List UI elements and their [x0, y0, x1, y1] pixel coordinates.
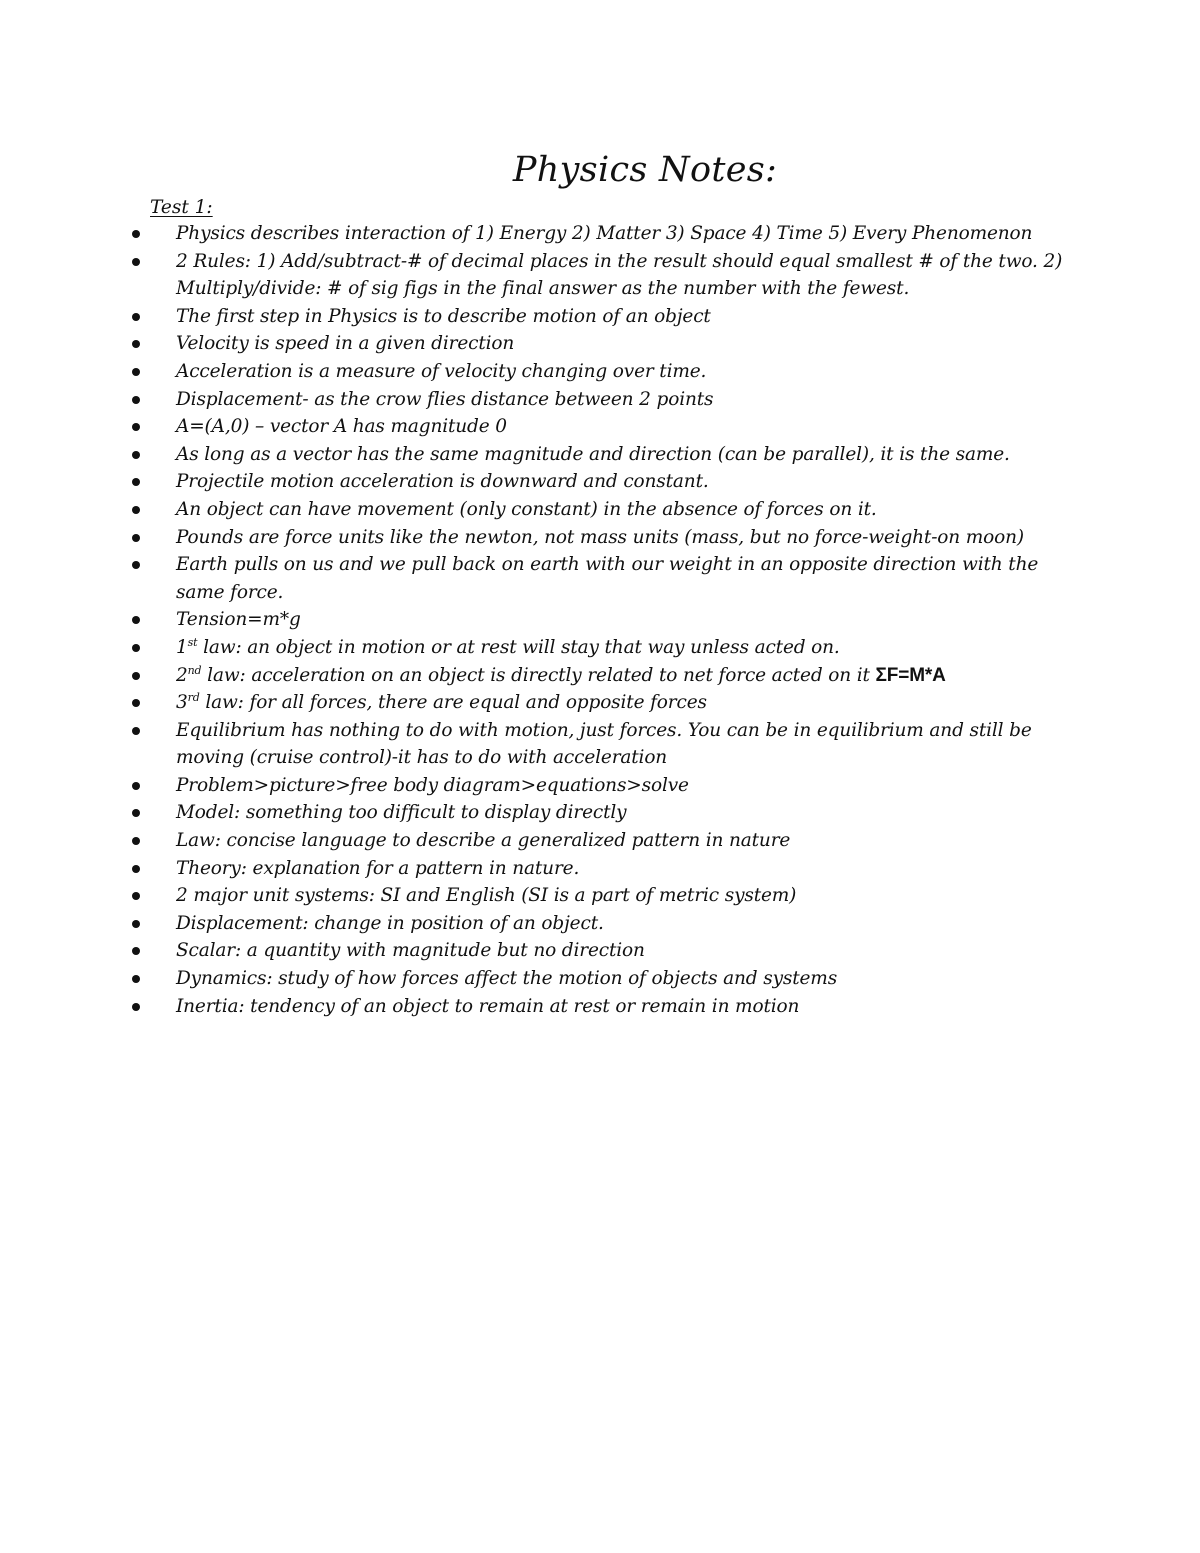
list-item	[0, 303, 1200, 331]
ordinal-suffix: rd	[187, 691, 200, 705]
list-item-text	[168, 993, 1088, 1021]
bullet-icon	[132, 506, 140, 514]
list-item	[0, 855, 1200, 883]
list-item	[0, 220, 1200, 248]
formula: ΣF=M*A	[875, 664, 946, 686]
item-text: law: an object in motion or at rest will stay that way unless acted on.	[197, 636, 840, 658]
list-item	[0, 248, 1200, 303]
list-item-text	[168, 717, 1088, 772]
item-text: Acceleration is a measure of velocity changing over time.	[176, 360, 707, 382]
item-text: An object can have movement (only constant) in the absence of forces on it.	[176, 498, 877, 520]
list-item-text	[168, 551, 1088, 606]
list-item	[0, 634, 1200, 662]
item-text: The first step in Physics is to describe motion of an object	[176, 305, 711, 327]
bullet-icon	[132, 672, 140, 680]
list-item	[0, 413, 1200, 441]
list-item	[0, 882, 1200, 910]
list-item	[0, 662, 1200, 690]
item-text: Law: concise language to describe a generalized pattern in nature	[176, 830, 791, 852]
list-item	[0, 386, 1200, 414]
bullet-icon	[132, 727, 140, 735]
law-number: 1	[176, 636, 188, 658]
list-item-text	[168, 303, 1088, 331]
bullet-icon	[132, 561, 140, 569]
bullet-icon	[132, 837, 140, 845]
bullet-icon	[132, 534, 140, 542]
bullet-icon	[132, 699, 140, 707]
list-item-text	[168, 937, 1088, 965]
list-item-text	[168, 827, 1088, 855]
bullet-icon	[132, 1003, 140, 1011]
list-item-text	[168, 386, 1088, 414]
list-item	[0, 496, 1200, 524]
item-text: Scalar: a quantity with magnitude but no direction	[176, 940, 645, 962]
bullet-icon	[132, 423, 140, 431]
bullet-icon	[132, 258, 140, 266]
bullet-icon	[132, 396, 140, 404]
list-item	[0, 799, 1200, 827]
list-item	[0, 910, 1200, 938]
ordinal-suffix: st	[187, 635, 198, 649]
page-title: Physics Notes:	[512, 150, 778, 190]
bullet-icon	[132, 313, 140, 321]
item-text: Model: something too difficult to display directly	[176, 802, 627, 824]
item-text: Inertia: tendency of an object to remain at rest or remain in motion	[176, 995, 800, 1017]
item-text: A=(A,0) – vector A has magnitude 0	[176, 416, 507, 438]
list-item-text	[168, 662, 1088, 690]
item-text: Projectile motion acceleration is downward and constant.	[176, 471, 709, 493]
list-item	[0, 468, 1200, 496]
list-item-text	[168, 799, 1088, 827]
ordinal-suffix: nd	[187, 663, 202, 677]
list-item	[0, 524, 1200, 552]
list-item	[0, 827, 1200, 855]
item-text: Displacement- as the crow flies distance between 2 points	[176, 388, 714, 410]
bullet-icon	[132, 478, 140, 486]
list-item-text	[168, 524, 1088, 552]
item-text: As long as a vector has the same magnitude and direction (can be parallel), it is the same.	[176, 443, 1010, 465]
list-item	[0, 937, 1200, 965]
section-heading: Test 1:	[150, 197, 213, 218]
law-number: 3	[176, 692, 188, 714]
item-text: Tension=m*g	[176, 609, 301, 631]
item-text: 2 Rules: 1) Add/subtract-# of decimal places in the result should equal smallest # of the two. 2) Multiply/divide: # of sig figs in the final answer as the number with the fewest.	[176, 250, 1063, 300]
list-item-text	[168, 634, 1088, 662]
list-item-text	[168, 689, 1088, 717]
list-item-text	[168, 220, 1088, 248]
item-text: Dynamics: study of how forces affect the motion of objects and systems	[176, 968, 838, 990]
bullet-icon	[132, 809, 140, 817]
list-item	[0, 330, 1200, 358]
list-item	[0, 965, 1200, 993]
list-item-text	[168, 855, 1088, 883]
item-text: Velocity is speed in a given direction	[176, 333, 515, 355]
item-text: Theory: explanation for a pattern in nature.	[176, 857, 580, 879]
law-number: 2	[176, 664, 188, 686]
list-item-text	[168, 248, 1088, 303]
list-item-text	[168, 965, 1088, 993]
bullet-icon	[132, 975, 140, 983]
bullet-icon	[132, 892, 140, 900]
list-item-text	[168, 496, 1088, 524]
bullet-icon	[132, 782, 140, 790]
list-item	[0, 358, 1200, 386]
bullet-icon	[132, 368, 140, 376]
list-item-text	[168, 441, 1088, 469]
list-item-text	[168, 330, 1088, 358]
list-item	[0, 993, 1200, 1021]
bullet-icon	[132, 340, 140, 348]
item-text: law: for all forces, there are equal and opposite forces	[199, 692, 707, 714]
item-text: Physics describes interaction of 1) Energy 2) Matter 3) Space 4) Time 5) Every Phenomenon	[176, 223, 1033, 244]
list-item-text	[168, 413, 1088, 441]
item-text: Earth pulls on us and we pull back on earth with our weight in an opposite direction with the same force.	[176, 554, 1039, 603]
bullet-icon	[132, 616, 140, 624]
list-item	[0, 772, 1200, 800]
bullet-icon	[132, 947, 140, 955]
list-item	[0, 606, 1200, 634]
list-item	[0, 551, 1200, 606]
item-text: Equilibrium has nothing to do with motion, just forces. You can be in equilibrium and still be moving (cruise control)-it has to do with acceleration	[176, 719, 1032, 769]
item-text: 2 major unit systems: SI and English (SI is a part of metric system)	[176, 885, 797, 907]
list-item	[0, 441, 1200, 469]
item-text: Pounds are force units like the newton, not mass units (mass, but no force-weight-on moon)	[176, 526, 1024, 548]
list-item-text	[168, 910, 1088, 938]
list-item	[0, 717, 1200, 772]
list-item-text	[168, 882, 1088, 910]
bullet-icon	[132, 920, 140, 928]
bullet-icon	[132, 451, 140, 459]
bullet-icon	[132, 865, 140, 873]
list-item-text	[168, 358, 1088, 386]
list-item	[0, 689, 1200, 717]
item-text: Problem>picture>free body diagram>equations>solve	[176, 774, 689, 796]
bullet-icon	[132, 230, 140, 238]
list-item-text	[168, 772, 1088, 800]
notes-list	[0, 220, 1200, 1020]
item-text: Displacement: change in position of an object.	[176, 912, 604, 934]
list-item-text	[168, 606, 1088, 634]
bullet-icon	[132, 644, 140, 652]
item-text: law: acceleration on an object is directly related to net force acted on it	[201, 664, 876, 686]
list-item-text	[168, 468, 1088, 496]
